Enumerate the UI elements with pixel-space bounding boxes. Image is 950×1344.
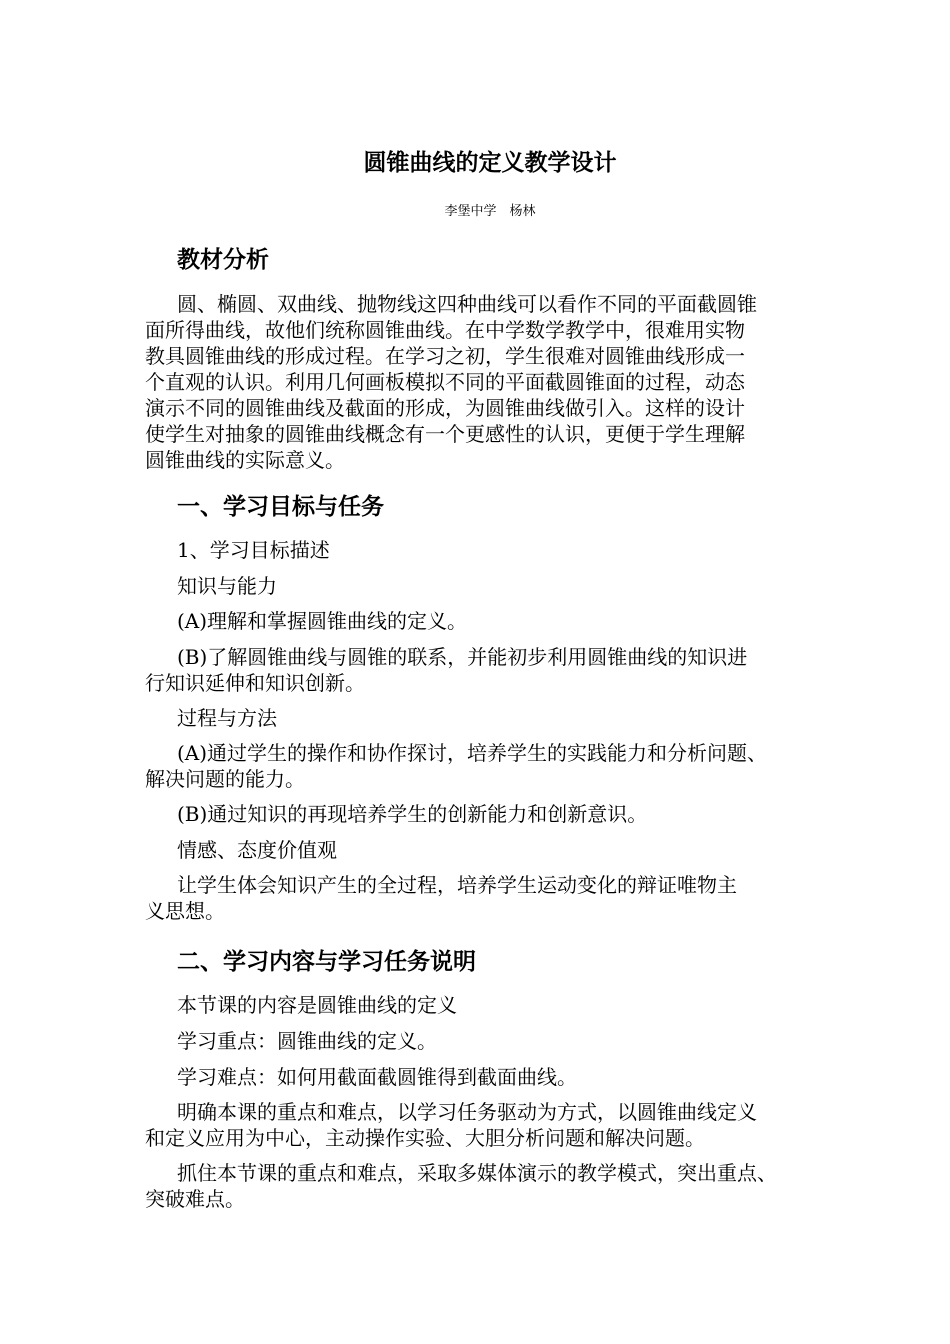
heading-content: 二、学习内容与学习任务说明 xyxy=(177,949,476,975)
goal-b1 xyxy=(145,644,825,696)
text-line: 解决问题的能力。 xyxy=(145,767,305,791)
content-line-2: 学习重点：圆锥曲线的定义。 xyxy=(177,1029,437,1053)
text-line: 使学生对抽象的圆锥曲线概念有一个更感性的认识，更便于学生理解 xyxy=(145,422,745,446)
content-paragraph-2 xyxy=(145,1160,825,1212)
author-line: 李堡中学 杨林 xyxy=(444,204,536,219)
process-method-label: 过程与方法 xyxy=(177,706,277,730)
text-line: 义思想。 xyxy=(145,899,225,923)
text-line: 圆锥曲线的实际意义。 xyxy=(145,448,345,472)
heading-analysis: 教材分析 xyxy=(177,247,269,273)
text-line: 教具圆锥曲线的形成过程。在学习之初，学生很难对圆锥曲线形成一 xyxy=(145,344,745,368)
goals-subheading: 1、学习目标描述 xyxy=(177,538,330,562)
text-line: 演示不同的圆锥曲线及截面的形成，为圆锥曲线做引入。这样的设计 xyxy=(145,396,745,420)
paragraph-analysis xyxy=(145,291,825,473)
heading-goals: 一、学习目标与任务 xyxy=(177,494,384,520)
goal-b2: (B)通过知识的再现培养学生的创新能力和创新意识。 xyxy=(177,802,648,826)
text-line: 圆、椭圆、双曲线、抛物线这四种曲线可以看作不同的平面截圆锥 xyxy=(177,292,757,316)
document-title: 圆锥曲线的定义教学设计 xyxy=(363,150,617,176)
text-line: (B)了解圆锥曲线与圆锥的联系，并能初步利用圆锥曲线的知识进 xyxy=(177,645,748,669)
content-line-1: 本节课的内容是圆锥曲线的定义 xyxy=(177,993,457,1017)
text-line: (A)通过学生的操作和协作探讨，培养学生的实践能力和分析问题、 xyxy=(177,741,768,765)
text-line: 让学生体会知识产生的全过程，培养学生运动变化的辩证唯物主 xyxy=(177,873,737,897)
goal-c xyxy=(145,872,825,924)
content-paragraph-1 xyxy=(145,1099,825,1151)
text-line: 和定义应用为中心，主动操作实验、大胆分析问题和解决问题。 xyxy=(145,1126,705,1150)
emotion-values-label: 情感、态度价值观 xyxy=(177,838,337,862)
goal-a1: (A)理解和掌握圆锥曲线的定义。 xyxy=(177,609,468,633)
goal-a2 xyxy=(145,740,825,792)
text-line: 个直观的认识。利用几何画板模拟不同的平面截圆锥面的过程，动态 xyxy=(145,370,745,394)
text-line: 面所得曲线，故他们统称圆锥曲线。在中学数学教学中，很难用实物 xyxy=(145,318,745,342)
text-line: 突破难点。 xyxy=(145,1187,245,1211)
text-line: 抓住本节课的重点和难点，采取多媒体演示的教学模式，突出重点、 xyxy=(177,1161,777,1185)
content-line-3: 学习难点：如何用截面截圆锥得到截面曲线。 xyxy=(177,1065,577,1089)
text-line: 行知识延伸和知识创新。 xyxy=(145,671,365,695)
text-line: 明确本课的重点和难点，以学习任务驱动为方式，以圆锥曲线定义 xyxy=(177,1100,757,1124)
knowledge-ability-label: 知识与能力 xyxy=(177,574,277,598)
